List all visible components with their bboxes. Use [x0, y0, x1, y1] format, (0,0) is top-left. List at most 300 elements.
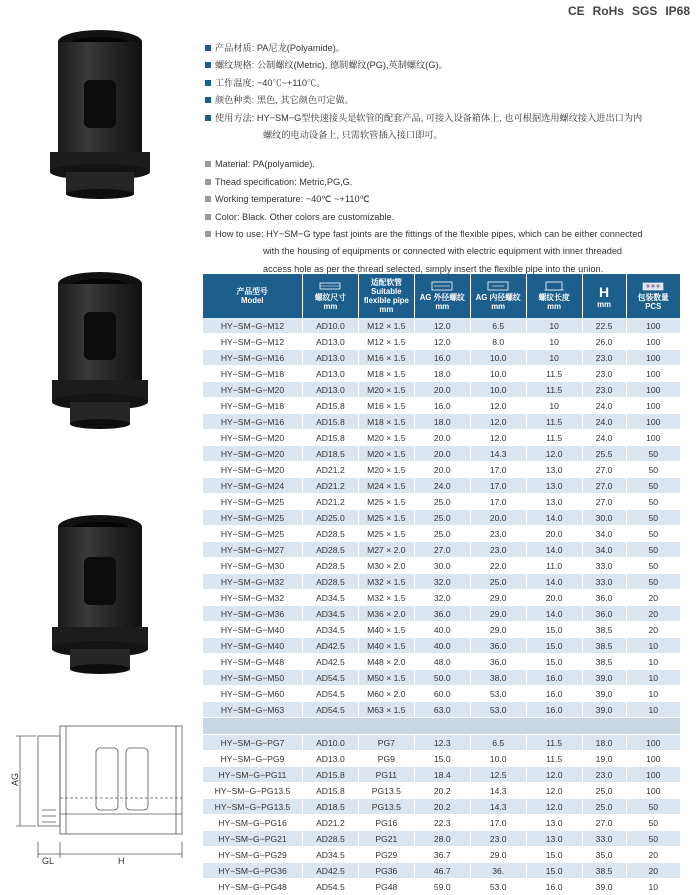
- table-cell: 25.0: [414, 510, 470, 526]
- spec-table: [202, 274, 680, 895]
- table-cell: 33.0: [582, 574, 626, 590]
- table-cell: 50: [626, 558, 680, 574]
- spec-list-english: [205, 156, 695, 278]
- table-cell: HY−SM−G−M48: [203, 654, 303, 670]
- table-cell: 39.0: [582, 702, 626, 718]
- table-cell: AD28.5: [302, 526, 358, 542]
- table-cell: 32.0: [414, 590, 470, 606]
- table-cell: 50: [626, 831, 680, 847]
- table-cell: 11.5: [526, 382, 582, 398]
- table-cell: 13.0: [526, 478, 582, 494]
- table-cell: 10: [626, 686, 680, 702]
- table-cell: AD42.5: [302, 863, 358, 879]
- spec-text: Working temperature: −40℃ ~+110℃: [215, 194, 370, 205]
- table-cell: M25 × 1.5: [358, 494, 414, 510]
- spec-text: Color: Black. Other colors are customizable.: [215, 211, 395, 222]
- table-cell: AD28.5: [302, 542, 358, 558]
- table-cell: 16.0: [526, 879, 582, 895]
- table-row: [203, 751, 681, 767]
- spec-line: [205, 57, 695, 74]
- spec-text: How to use: HY−SM−G type fast joints are the fittings of the flexible pipes, which can be either connected: [215, 229, 643, 240]
- table-cell: M12 × 1.5: [358, 318, 414, 334]
- table-cell: M24 × 1.5: [358, 478, 414, 494]
- table-row: [203, 783, 681, 799]
- table-cell: AD15.8: [302, 398, 358, 414]
- table-cell: 36.7: [414, 847, 470, 863]
- table-cell: HY−SM−G−M16: [203, 414, 303, 430]
- table-cell: 10: [526, 350, 582, 366]
- table-cell: AD15.8: [302, 783, 358, 799]
- table-cell: 20.0: [526, 590, 582, 606]
- table-cell: 12.0: [470, 430, 526, 446]
- table-cell: HY−SM−G−M27: [203, 542, 303, 558]
- table-cell: HY−SM−G−PG13.5: [203, 783, 303, 799]
- thread-ag-icon: [318, 281, 342, 291]
- spec-text: 使用方法: HY−SM−G型快速接头是软管的配套产品, 可接入设备箱体上, 也可根据选用螺纹接入进出口为内: [215, 112, 643, 123]
- table-cell: 39.0: [582, 670, 626, 686]
- table-cell: 100: [626, 430, 680, 446]
- table-cell: 38.5: [582, 622, 626, 638]
- header-inner-diameter: AG 内径螺纹 mm: [470, 274, 526, 318]
- table-cell: 13.0: [526, 815, 582, 831]
- table-cell: HY−SM−G−PG21: [203, 831, 303, 847]
- table-cell: 100: [626, 350, 680, 366]
- table-cell: 36.0: [414, 606, 470, 622]
- table-cell: AD34.5: [302, 590, 358, 606]
- table-cell: 39.0: [582, 686, 626, 702]
- table-cell: PG36: [358, 863, 414, 879]
- table-cell: AD25.0: [302, 510, 358, 526]
- spec-text: 颜色种类: 黑色, 其它颜色可定做。: [215, 95, 354, 106]
- table-cell: 100: [626, 767, 680, 783]
- table-cell: HY−SM−G−PG29: [203, 847, 303, 863]
- table-cell: 25.0: [582, 799, 626, 815]
- table-cell: 46.7: [414, 863, 470, 879]
- spec-text: 工作温度: −40℃~+110℃。: [215, 77, 326, 88]
- table-cell: 50: [626, 815, 680, 831]
- table-cell: 50: [626, 510, 680, 526]
- table-cell: M27 × 2.0: [358, 542, 414, 558]
- table-cell: HY−SM−G−M20: [203, 430, 303, 446]
- thread-length-icon: [542, 281, 566, 291]
- header-model: 产品型号 Model: [203, 274, 303, 318]
- table-cell: 13.0: [526, 462, 582, 478]
- table-cell: 22.5: [582, 318, 626, 334]
- table-cell: 50: [626, 462, 680, 478]
- bullet-icon: [205, 161, 211, 167]
- table-cell: 17.0: [470, 815, 526, 831]
- table-cell: 12.0: [526, 783, 582, 799]
- table-cell: 48.0: [414, 654, 470, 670]
- table-cell: M50 × 1.5: [358, 670, 414, 686]
- table-cell: 23.0: [582, 767, 626, 783]
- table-cell: 27.0: [582, 815, 626, 831]
- table-cell: 17.0: [470, 478, 526, 494]
- table-cell: HY−SM−G−M25: [203, 494, 303, 510]
- table-cell: 38.5: [582, 654, 626, 670]
- table-cell: 50: [626, 478, 680, 494]
- table-cell: 20: [626, 622, 680, 638]
- table-cell: 100: [626, 334, 680, 350]
- table-cell: M63 × 1.5: [358, 702, 414, 718]
- bullet-icon: [205, 179, 211, 185]
- table-cell: 25.0: [470, 574, 526, 590]
- table-cell: 38.5: [582, 638, 626, 654]
- table-cell: AD13.0: [302, 350, 358, 366]
- table-cell: 20.0: [526, 526, 582, 542]
- table-cell: 20.0: [414, 430, 470, 446]
- table-cell: M40 × 1.5: [358, 638, 414, 654]
- spec-list: [205, 40, 695, 278]
- table-cell: 20: [626, 606, 680, 622]
- table-cell: M20 × 1.5: [358, 462, 414, 478]
- bullet-icon: [205, 231, 211, 237]
- dimension-drawing: [6, 718, 196, 868]
- table-cell: AD54.5: [302, 686, 358, 702]
- bullet-icon: [205, 62, 211, 68]
- header-thread-length: 螺纹长度 mm: [526, 274, 582, 318]
- table-cell: AD54.5: [302, 670, 358, 686]
- table-cell: 22.3: [414, 815, 470, 831]
- table-cell: 19.0: [582, 751, 626, 767]
- bullet-icon: [205, 214, 211, 220]
- table-cell: 10: [626, 879, 680, 895]
- table-cell: 14.0: [526, 510, 582, 526]
- table-cell: 100: [626, 318, 680, 334]
- table-cell: 13.0: [526, 494, 582, 510]
- table-cell: AD21.2: [302, 494, 358, 510]
- spec-text: Material: PA(polyamide).: [215, 159, 315, 170]
- table-row: [203, 350, 681, 366]
- table-cell: M60 × 2.0: [358, 686, 414, 702]
- table-cell: 8.0: [470, 334, 526, 350]
- table-row: [203, 334, 681, 350]
- table-row: [203, 558, 681, 574]
- table-cell: 10.0: [470, 350, 526, 366]
- table-row: [203, 494, 681, 510]
- table-row: [203, 638, 681, 654]
- inner-diameter-icon: [486, 281, 510, 291]
- table-cell: HY−SM−G−M20: [203, 462, 303, 478]
- table-cell: AD54.5: [302, 879, 358, 895]
- spec-text: 螺纹规格: 公制螺纹(Metric), 德制螺纹(PG),英制螺纹(G)。: [215, 60, 448, 71]
- spec-line: [205, 110, 695, 127]
- table-row: [203, 767, 681, 783]
- table-row: [203, 799, 681, 815]
- table-cell: 100: [626, 735, 680, 751]
- table-cell: 26.0: [582, 334, 626, 350]
- table-cell: 10: [626, 638, 680, 654]
- table-cell: AD34.5: [302, 606, 358, 622]
- table-cell: 34.0: [582, 526, 626, 542]
- table-cell: HY−SM−G−PG36: [203, 863, 303, 879]
- table-cell: 16.0: [414, 350, 470, 366]
- connector-photo-2: [40, 262, 160, 442]
- table-cell: 17.0: [470, 462, 526, 478]
- table-cell: 20.0: [470, 510, 526, 526]
- table-cell: 29.0: [470, 622, 526, 638]
- table-row: [203, 462, 681, 478]
- table-cell: AD18.5: [302, 799, 358, 815]
- table-cell: 40.0: [414, 638, 470, 654]
- table-row: [203, 510, 681, 526]
- table-cell: 30.0: [414, 558, 470, 574]
- table-cell: 12.0: [526, 799, 582, 815]
- bullet-icon: [205, 97, 211, 103]
- table-cell: 12.0: [526, 446, 582, 462]
- spec-continuation: with the housing of equipments or connected with electric equipment with inner threaded: [263, 246, 623, 257]
- table-cell: PG29: [358, 847, 414, 863]
- package-icon: [640, 281, 666, 291]
- header-pipe: 适配软管 Suitable flexible pipe mm: [358, 274, 414, 318]
- table-cell: 35.0: [582, 847, 626, 863]
- table-row: [203, 686, 681, 702]
- table-cell: HY−SM−G−PG16: [203, 815, 303, 831]
- table-cell: M16 × 1.5: [358, 398, 414, 414]
- header-package: 包装数量 PCS: [626, 274, 680, 318]
- table-cell: 60.0: [414, 686, 470, 702]
- table-cell: PG11: [358, 767, 414, 783]
- table-cell: 16.0: [414, 398, 470, 414]
- table-row: [203, 815, 681, 831]
- table-row: [203, 542, 681, 558]
- table-cell: HY−SM−G−PG7: [203, 735, 303, 751]
- table-cell: 10: [526, 334, 582, 350]
- table-cell: 18.0: [582, 735, 626, 751]
- table-cell: AD28.5: [302, 558, 358, 574]
- table-cell: 24.0: [582, 414, 626, 430]
- table-row: [203, 574, 681, 590]
- table-cell: 25.5: [582, 446, 626, 462]
- connector-photo-3: [40, 505, 160, 685]
- table-row: [203, 879, 681, 895]
- table-cell: M25 × 1.5: [358, 510, 414, 526]
- table-cell: HY−SM−G−M32: [203, 590, 303, 606]
- table-cell: 23.0: [582, 366, 626, 382]
- table-cell: AD34.5: [302, 622, 358, 638]
- table-cell: PG13.5: [358, 783, 414, 799]
- table-cell: 14.0: [526, 574, 582, 590]
- table-cell: HY−SM−G−M30: [203, 558, 303, 574]
- table-cell: 32.0: [414, 574, 470, 590]
- table-cell: 20.0: [414, 446, 470, 462]
- gl-label: GL: [42, 856, 55, 866]
- table-row: [203, 318, 681, 334]
- table-cell: HY−SM−G−M36: [203, 606, 303, 622]
- table-cell: 11.5: [526, 751, 582, 767]
- table-cell: HY−SM−G−M12: [203, 334, 303, 350]
- table-cell: 14.0: [526, 606, 582, 622]
- table-row: [203, 414, 681, 430]
- table-cell: 50: [626, 494, 680, 510]
- table-cell: 29.0: [470, 847, 526, 863]
- table-cell: PG16: [358, 815, 414, 831]
- table-cell: 15.0: [414, 751, 470, 767]
- table-cell: AD54.5: [302, 702, 358, 718]
- table-cell: M18 × 1.5: [358, 366, 414, 382]
- bullet-icon: [205, 196, 211, 202]
- table-cell: 100: [626, 398, 680, 414]
- table-cell: PG48: [358, 879, 414, 895]
- table-cell: 40.0: [414, 622, 470, 638]
- table-cell: AD18.5: [302, 446, 358, 462]
- table-row: [203, 366, 681, 382]
- table-cell: 15.0: [526, 654, 582, 670]
- table-cell: 18.0: [414, 414, 470, 430]
- table-cell: 15.0: [526, 863, 582, 879]
- table-cell: 30.0: [582, 510, 626, 526]
- table-cell: 23.0: [582, 382, 626, 398]
- table-cell: 12.0: [414, 334, 470, 350]
- table-cell: HY−SM−G−PG9: [203, 751, 303, 767]
- table-cell: HY−SM−G−M50: [203, 670, 303, 686]
- table-cell: M16 × 1.5: [358, 350, 414, 366]
- table-cell: 6.5: [470, 735, 526, 751]
- table-cell: M20 × 1.5: [358, 446, 414, 462]
- header-outer-diameter: AG 外径螺纹 mm: [414, 274, 470, 318]
- table-cell: 11.5: [526, 430, 582, 446]
- table-cell: 10: [526, 398, 582, 414]
- table-cell: AD15.8: [302, 414, 358, 430]
- table-cell: 25.0: [414, 526, 470, 542]
- table-cell: HY−SM−G−M20: [203, 382, 303, 398]
- table-cell: 27.0: [582, 494, 626, 510]
- table-cell: 100: [626, 382, 680, 398]
- connector-photo-1: [40, 20, 160, 200]
- table-cell: AD13.0: [302, 334, 358, 350]
- h-label: H: [118, 856, 125, 866]
- table-cell: 10.0: [470, 366, 526, 382]
- spec-line: [205, 226, 695, 243]
- bullet-icon: [205, 80, 211, 86]
- table-cell: 12.5: [470, 767, 526, 783]
- rohs-mark: RoHs: [592, 4, 624, 18]
- table-cell: 16.0: [526, 686, 582, 702]
- spec-line: [205, 40, 695, 57]
- table-cell: 11.0: [526, 558, 582, 574]
- table-cell: 100: [626, 366, 680, 382]
- table-cell: 10: [626, 654, 680, 670]
- table-cell: AD15.8: [302, 767, 358, 783]
- table-cell: AD42.5: [302, 654, 358, 670]
- ip68-mark: IP68: [665, 4, 690, 18]
- table-cell: 50: [626, 446, 680, 462]
- table-cell: 24.0: [582, 398, 626, 414]
- spec-list-chinese: [205, 40, 695, 144]
- table-cell: 100: [626, 414, 680, 430]
- table-cell: 36.0: [582, 590, 626, 606]
- table-cell: 50: [626, 799, 680, 815]
- bullet-icon: [205, 115, 211, 121]
- table-cell: M30 × 2.0: [358, 558, 414, 574]
- spec-text: 产品材质: PA尼龙(Polyamide)。: [215, 43, 346, 53]
- table-cell: HY−SM−G−M18: [203, 398, 303, 414]
- table-cell: 36.0: [470, 638, 526, 654]
- table-cell: 38.0: [470, 670, 526, 686]
- table-cell: 23.0: [470, 526, 526, 542]
- table-cell: 100: [626, 751, 680, 767]
- table-cell: AD21.2: [302, 462, 358, 478]
- table-cell: HY−SM−G−M32: [203, 574, 303, 590]
- table-cell: 14.0: [526, 542, 582, 558]
- table-cell: M20 × 1.5: [358, 382, 414, 398]
- table-cell: 20: [626, 590, 680, 606]
- table-cell: AD13.0: [302, 751, 358, 767]
- table-cell: 10: [626, 702, 680, 718]
- table-cell: 6.5: [470, 318, 526, 334]
- table-cell: 22.0: [470, 558, 526, 574]
- table-cell: 12.0: [526, 767, 582, 783]
- bullet-icon: [205, 45, 211, 51]
- table-cell: 29.0: [470, 606, 526, 622]
- table-cell: 36.0: [470, 654, 526, 670]
- table-cell: HY−SM−G−M40: [203, 638, 303, 654]
- table-row: [203, 847, 681, 863]
- ag-label: AG: [10, 772, 20, 786]
- table-cell: 16.0: [526, 670, 582, 686]
- table-cell: 25.0: [414, 494, 470, 510]
- table-cell: 50: [626, 542, 680, 558]
- table-cell: 15.0: [526, 847, 582, 863]
- table-cell: 27.0: [582, 462, 626, 478]
- table-cell: 23.0: [470, 542, 526, 558]
- table-cell: AD21.2: [302, 815, 358, 831]
- table-cell: 24.0: [414, 478, 470, 494]
- spec-line: [205, 191, 695, 208]
- table-cell: 12.3: [414, 735, 470, 751]
- table-cell: AD34.5: [302, 847, 358, 863]
- table-cell: 20.2: [414, 799, 470, 815]
- table-cell: 28.0: [414, 831, 470, 847]
- table-cell: 18.4: [414, 767, 470, 783]
- table-row: [203, 670, 681, 686]
- table-cell: 20.0: [414, 462, 470, 478]
- table-cell: 27.0: [414, 542, 470, 558]
- table-row: [203, 430, 681, 446]
- table-row: [203, 735, 681, 751]
- outer-diameter-icon: [430, 281, 454, 291]
- table-cell: AD10.0: [302, 735, 358, 751]
- table-cell: 23.0: [470, 831, 526, 847]
- table-cell: HY−SM−G−M18: [203, 366, 303, 382]
- table-cell: 14.3: [470, 783, 526, 799]
- table-cell: 14.3: [470, 799, 526, 815]
- ce-mark: CE: [567, 4, 585, 18]
- table-row: [203, 446, 681, 462]
- table-cell: AD21.2: [302, 478, 358, 494]
- table-cell: M36 × 2.0: [358, 606, 414, 622]
- spec-line: [205, 92, 695, 109]
- spec-continuation: 螺纹的电动设备上, 只需软管插入接口即可。: [263, 130, 443, 141]
- table-cell: 20: [626, 863, 680, 879]
- table-cell: AD28.5: [302, 574, 358, 590]
- table-cell: HY−SM−G−M40: [203, 622, 303, 638]
- table-cell: 18.0: [414, 366, 470, 382]
- table-cell: 24.0: [582, 430, 626, 446]
- table-cell: PG9: [358, 751, 414, 767]
- spec-line: [205, 209, 695, 226]
- table-row: [203, 863, 681, 879]
- table-cell: 36.0: [582, 606, 626, 622]
- table-cell: M20 × 1.5: [358, 430, 414, 446]
- header-height: H mm: [582, 274, 626, 318]
- table-cell: 53.0: [470, 686, 526, 702]
- table-cell: HY−SM−G−M25: [203, 510, 303, 526]
- table-cell: M25 × 1.5: [358, 526, 414, 542]
- table-cell: AD15.8: [302, 430, 358, 446]
- table-row: [203, 398, 681, 414]
- table-row: [203, 606, 681, 622]
